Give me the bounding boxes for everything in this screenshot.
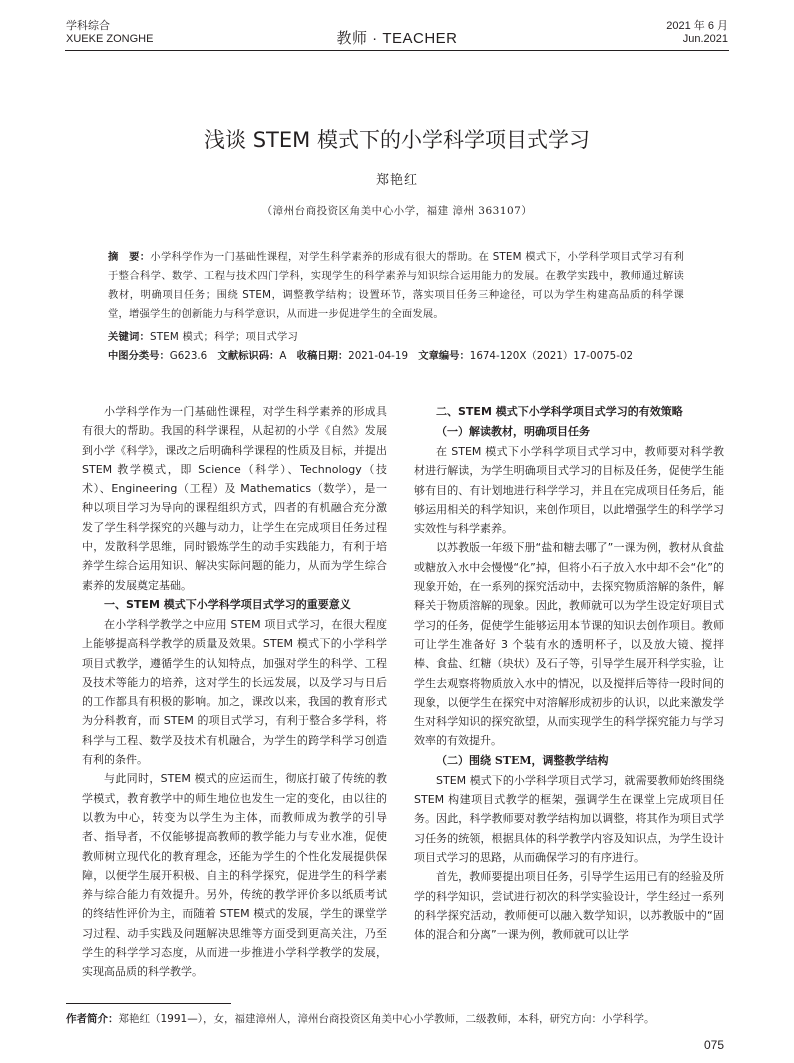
- body-paragraph: 与此同时，STEM 模式的应运而生，彻底打破了传统的教学模式，教育教学中的师生地位也发生一定的变化，由以往的以教为中心，转变为以学生为主体，而教师成为教学的引导者、指导者，不仅能够提高教师的教学能力与专业水准，促使教师树立现代化的教育理念，还能为学生的个性化发展提供保障，以便学生展开积极、自主的科学探究，促进学生的科学素养与综合能力有效提升。另外，传统的教学评价多以纸质考试的终结性评价为主，而随着 STEM 模式的发展，学生的课堂学习过程、动手实践及问题解决思维等方面受到更高关注，乃至学生的科学学习态度，从而进一步推进小学科学教学的发展，实现高品质的科学教学。: [82, 772, 387, 979]
- metadata-line: [108, 347, 694, 366]
- author-footnote: [66, 1012, 734, 1026]
- abstract-block: [108, 248, 684, 324]
- journal-name: 教师 · TEACHER: [336, 30, 458, 47]
- subsection-heading-1: （一）解读教材，明确项目任务: [436, 425, 590, 438]
- clc-label: 中图分类号：: [108, 350, 170, 362]
- article-title: 浅谈 STEM 模式下的小学科学项目式学习: [204, 128, 590, 152]
- articleno-label: 文章编号：: [418, 350, 470, 362]
- body-paragraph: 在小学科学教学之中应用 STEM 项目式学习，在很大程度上能够提高科学教学的质量及效果。STEM 模式下的小学科学项目式教学，遵循学生的认知特点，加强对学生的科学、工程及技术等能力的培养，这对学生的长远发展，以及学习与日后的工作都具有积极的影响。加之，课改以来，我国的教育形式为分科教育，而 STEM 的项目式学习，有利于整合多学科，将科学与工程、数学及技术有机融合，为学生的跨学科学习创造有利的条件。: [82, 617, 387, 767]
- body-left-column: [82, 402, 387, 982]
- clc-value: G623.6: [169, 350, 208, 362]
- footnote-label: 作者简介：: [66, 1013, 119, 1025]
- section-label-chinese: 学科综合: [66, 20, 110, 32]
- issue-date-english: Jun.2021: [682, 33, 728, 45]
- doccode-value: A: [279, 350, 287, 362]
- received-value: 2021-04-19: [348, 350, 408, 362]
- body-paragraph: STEM 模式下的小学科学项目式学习，就需要教师始终围绕 STEM 构建项目式教学的框架，强调学生在课堂上完成项目任务。因此，科学教师要对教学结构加以调整，将其作为项目式学习任务的统领，根据具体的科学教学内容及知识点，为学生设计项目式学习的思路，从而确保学习的有序进行。: [414, 773, 724, 864]
- issue-date: [666, 20, 728, 46]
- articleno-value: 1674-120X（2021）17-0075-02: [469, 350, 634, 362]
- section-heading-2: 二、STEM 模式下小学科学项目式学习的有效策略: [436, 405, 683, 418]
- section-label-pinyin: XUEKE ZONGHE: [66, 33, 154, 45]
- received-label: 收稿日期：: [296, 350, 349, 362]
- page-number: 075: [703, 1038, 724, 1052]
- article-author: 郑艳红: [375, 173, 418, 188]
- keywords-label: 关键词：: [108, 331, 150, 343]
- abstract-label: 摘 要：: [108, 251, 151, 263]
- author-affiliation: （漳州台商投资区角美中心小学，福建 漳州 363107）: [261, 205, 533, 217]
- body-paragraph: 首先，教师要提出项目任务，引导学生运用已有的经验及所学的科学知识，尝试进行初次的科学实验设计，学生经过一系列的科学探究活动，教师便可以融入数学知识，以苏教版中的“固体的混合和分离”一课为例，教师就可以让学: [414, 870, 724, 942]
- issue-date-chinese: 2021 年 6 月: [666, 20, 728, 32]
- keywords-line: [108, 328, 684, 347]
- footnote-text: 郑艳红（1991—），女，福建漳州人，漳州台商投资区角美中心小学教师，二级教师，本科，研究方向：小学科学。: [118, 1013, 655, 1025]
- body-right-column: [414, 402, 724, 944]
- doccode-label: 文献标识码：: [217, 350, 280, 362]
- abstract-text: 小学科学作为一门基础性课程，对学生科学素养的形成有很大的帮助。在 STEM 模式下，小学科学项目式学习有利于整合科学、数学、工程与技术四门学科，实现学生的科学素养与知识综合运用能力的发展。在教学实践中，教师通过解读教材，明确项目任务；围绕 STEM，调整教学结构；设置环节，落实项目任务三种途径，可以为学生构建高品质的科学课堂，增强学生的创新能力与科学意识，从而进一步促进学生的全面发展。: [108, 251, 684, 320]
- body-paragraph: 以苏教版一年级下册“盐和糖去哪了”一课为例，教材从食盐或糖放入水中会慢慢“化”掉，但将小石子放入水中却不会“化”的现象开始，在一系列的探究活动中，去探究物质溶解的条件，解释关于物质溶解的现象。因此，教师就可以为学生设定好项目式学习的任务，促使学生能够运用本节课的知识去创作项目。教师可让学生准备好 3 个装有水的透明杯子，以及放大镜、搅拌棒、食盐、红糖（块状）及石子等，引导学生展开科学实验，让学生去观察将物质放入水中的情况，以及搅拌后等待一段时间的现象，以便学生在探究中对溶解形成初步的认识，以此来激发学生对科学知识的探究欲望，从而实现学生的科学探究能力与学习效率的有效提升。: [414, 541, 724, 748]
- header-rule: [65, 50, 729, 51]
- footnote-rule: [66, 1003, 231, 1004]
- intro-paragraph: 小学科学作为一门基础性课程，对学生科学素养的形成具有很大的帮助。我国的科学课程，从起初的小学《自然》发展到小学《科学》，课改之后明确科学课程的性质及目标，并提出 STEM 教学模式，即 Science（科学）、Technology（技术）、Engineering（工程）及 Mathematics（数学），是一种以项目学习为导向的课程组织方式，四者的有机融合充分激发了学生科学探究的兴趣与动力，让学生在完成项目任务过程中，发散科学思维，同时锻炼学生的动手实践能力，有利于培养学生综合运用知识、解决实际问题的能力，从而为学生综合素养的发展奠定基础。: [82, 405, 387, 592]
- keywords-text: STEM 模式；科学；项目式学习: [150, 331, 298, 343]
- subsection-heading-2: （二）围绕 STEM，调整教学结构: [436, 753, 609, 767]
- section-heading-1: 一、STEM 模式下小学科学项目式学习的重要意义: [104, 597, 351, 611]
- body-paragraph: 在 STEM 模式下小学科学项目式学习中，教师要对科学教材进行解读，为学生明确项目式学习的目标及任务，促使学生能够有目的、有计划地进行科学学习，并且在完成项目任务后，能够运用相关的科学知识，来创作项目，以此增强学生的科学学习实效性与科学素养。: [414, 445, 724, 536]
